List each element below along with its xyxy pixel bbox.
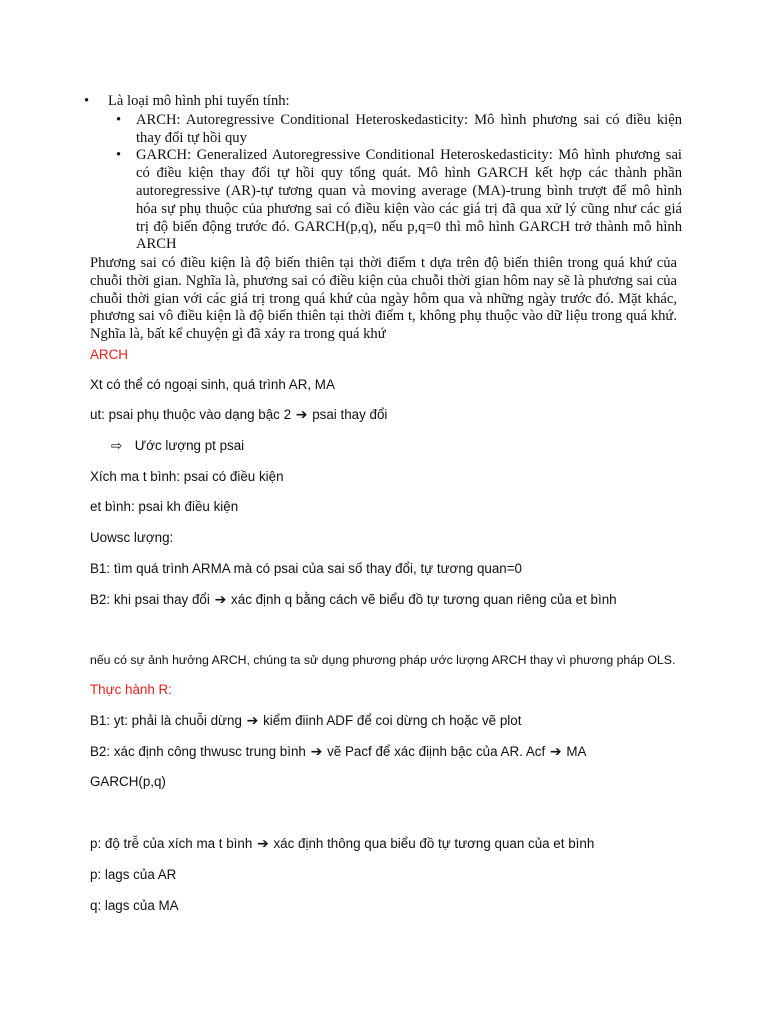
- sub-item-text: ARCH: Autoregressive Conditional Heteroskedasticity: Mô hình phương sai có điều kiện thay đổi tự hồi quy: [136, 111, 682, 146]
- note-line-q-ma: q: lags của MA: [90, 898, 179, 913]
- note-text: xác định q bằng cách vẽ biểu đồ tự tương quan riêng của et bình: [231, 592, 617, 607]
- note-line-et: et bình: psai kh điều kiện: [90, 499, 239, 514]
- intro-list: [82, 93, 682, 254]
- arrow-right-icon: ➔: [310, 743, 323, 759]
- note-text: B1: yt: phải là chuỗi dừng: [90, 713, 242, 728]
- note-line-p-ar: p: lags của AR: [90, 867, 177, 882]
- note-line-xt: Xt có thể có ngoại sinh, quá trình AR, MA: [90, 377, 335, 392]
- hollow-arrow-icon: ⇨: [111, 438, 123, 453]
- sub-list-item-arch: [82, 112, 682, 148]
- list-item: [82, 93, 682, 111]
- arch-heading: ARCH: [90, 347, 128, 362]
- note-line-r-b1: [90, 712, 521, 729]
- note-line-ut: [90, 406, 387, 423]
- practice-heading: Thực hành R:: [90, 682, 172, 697]
- bullet-text: Là loại mô hình phi tuyến tính:: [108, 93, 290, 109]
- note-line-b2: [90, 591, 617, 608]
- note-text: xác định thông qua biểu đồ tự tương quan của et bình: [273, 836, 595, 851]
- variance-paragraph: Phương sai có điều kiện là độ biến thiên tại thời điểm t dựa trên độ biến thiên trong quá khứ của chuỗi thời gian. Nghĩa là, phương sai có điều kiện của chuỗi thời gian hôm nay sẽ là phương sai của chuỗi thời gian với các giá trị trong quá khứ của ngày hôm qua và những ngày trước đó. Mặt khác, phương sai vô điều kiện là độ biến thiên tại thời điểm t, không phụ thuộc vào dữ liệu trong quá khứ. Nghĩa là, bất kể chuyện gì đã xảy ra trong quá khứ: [90, 255, 677, 343]
- arrow-right-icon: ➔: [214, 591, 227, 607]
- note-line-p-lag: [90, 835, 594, 852]
- note-text: p: độ trễ của xích ma t bình: [90, 836, 253, 851]
- arrow-right-icon: ➔: [295, 406, 308, 422]
- sub-list: [82, 112, 682, 254]
- note-text: vẽ Pacf để xác điịnh bậc của AR. Acf: [327, 744, 546, 759]
- arrow-right-icon: ➔: [257, 835, 269, 851]
- sub-list-item-garch: [82, 147, 682, 254]
- note-text: B2: xác định công thwusc trung bình: [90, 744, 306, 759]
- note-text: B2: khi psai thay đổi: [90, 592, 210, 607]
- note-line-ols: nếu có sự ảnh hưởng ARCH, chúng ta sử dụng phương pháp ước lượng ARCH thay vì phương pháp OLS.: [90, 653, 676, 667]
- note-line-sigma: Xích ma t bình: psai có điều kiện: [90, 469, 284, 484]
- bullet-icon: •: [116, 111, 122, 128]
- arrow-right-icon: ➔: [549, 743, 562, 759]
- bullet-icon: •: [84, 93, 90, 109]
- note-line-garch: GARCH(p,q): [90, 774, 166, 789]
- bullet-icon: •: [116, 147, 122, 164]
- note-text: ut: psai phụ thuộc vào dạng bậc 2: [90, 407, 292, 422]
- note-line-estimate: [111, 437, 244, 454]
- note-text: kiểm điinh ADF để coi dừng ch hoặc vẽ plot: [263, 713, 522, 728]
- note-line-r-b2: [90, 743, 586, 760]
- note-text: psai thay đổi: [312, 407, 388, 422]
- note-text: MA: [566, 744, 587, 759]
- note-line-uowsc: Uowsc lượng:: [90, 530, 174, 545]
- note-text: Ước lượng pt psai: [134, 438, 245, 453]
- sub-item-text: GARCH: Generalized Autoregressive Conditional Heteroskedasticity: Mô hình phương sai có điều kiện thay đổi tự hồi quy tổng quát. Mô hình GARCH kết hợp các thành phần autoregressive (AR)-tự tương quan và moving average (MA)-trung bình trượt để mô hình hóa sự phụ thuộc của phương sai có điều kiện vào các giá trị đã qua xử lý cũng như các giá trị độ biến động trước đó. GARCH(p,q), nếu p,q=0 thì mô hình GARCH trở thành mô hình ARCH: [136, 147, 682, 253]
- note-line-b1: B1: tìm quá trình ARMA mà có psai của sai số thay đổi, tự tương quan=0: [90, 561, 523, 576]
- arrow-right-icon: ➔: [246, 712, 259, 728]
